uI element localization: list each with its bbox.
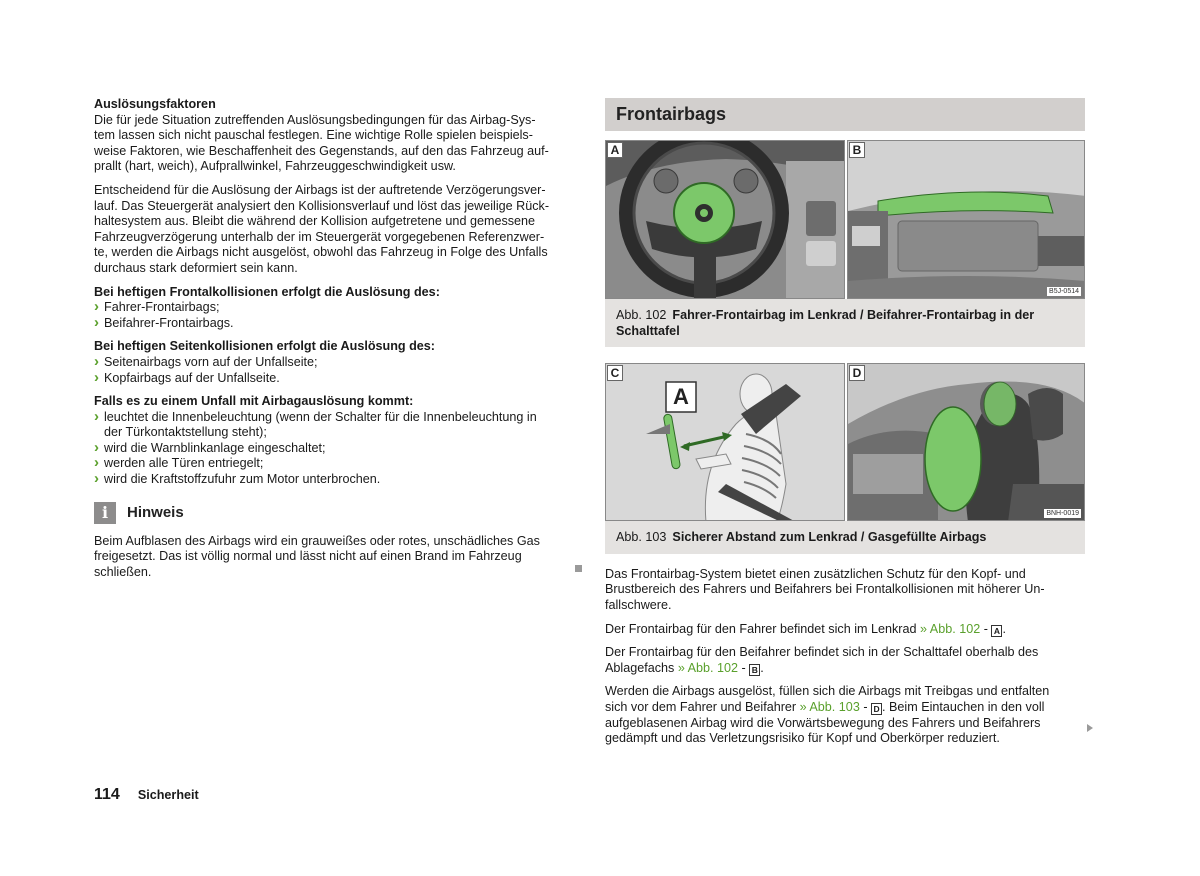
dashboard-illustration xyxy=(848,141,1085,299)
safe-distance-illustration xyxy=(606,364,845,521)
list-item: › Fahrer-Frontairbags; xyxy=(94,300,572,316)
accident-heading: Falls es zu einem Unfall mit Airbagauslösung kommt: xyxy=(94,394,414,409)
deceleration-paragraph xyxy=(94,183,572,277)
figure-number: Abb. 103 xyxy=(616,530,667,545)
text-line: Fahrzeugverzögerung unterhalb der im Steuergerät vorgegebenen Referenzwer- xyxy=(94,229,545,244)
hinweis-header xyxy=(94,502,572,524)
figure-103 xyxy=(605,363,1085,521)
figure-panel-c xyxy=(605,363,845,521)
text-line: Beim Aufblasen des Airbags wird ein grauweißes oder rotes, unschädliches Gas xyxy=(94,533,540,548)
text-line: Der Frontairbag für den Beifahrer befindet sich in der Schalttafel oberhalb des xyxy=(605,645,1039,660)
figure-102 xyxy=(605,140,1085,299)
paragraph-driver-airbag xyxy=(605,622,1085,638)
paragraph-passenger-airbag xyxy=(605,645,1085,676)
figure-102-link[interactable]: » Abb. 102 xyxy=(920,621,981,636)
list-item: › werden alle Türen entriegelt; xyxy=(94,456,572,472)
accident-list xyxy=(94,410,572,488)
hinweis-title: Hinweis xyxy=(127,503,184,521)
section-end-marker-icon xyxy=(575,565,582,572)
text-line: Werden die Airbags ausgelöst, füllen sich die Airbags mit Treibgas und entfalten xyxy=(605,684,1050,699)
text-span: - xyxy=(980,621,992,636)
trigger-factors-heading: Auslösungsfaktoren xyxy=(94,97,216,111)
text-span: . xyxy=(1002,621,1006,636)
text-line: durchaus stark deformiert sein kann. xyxy=(94,260,298,275)
key-a-icon: A xyxy=(991,625,1002,637)
figure-102-link[interactable]: » Abb. 102 xyxy=(677,660,739,675)
right-column xyxy=(605,98,1085,755)
key-b-icon: B xyxy=(749,664,760,676)
side-collision-section xyxy=(94,339,572,386)
text-line: prallt (hart, weich), Aufprallwinkel, Fahrzeuggeschwindigkeit usw. xyxy=(94,159,456,174)
figure-panel-d-label: D xyxy=(849,365,865,381)
figure-103-link[interactable]: » Abb. 103 xyxy=(799,699,860,714)
frontal-collision-list xyxy=(94,300,572,331)
figure-panel-a-label: A xyxy=(607,142,623,158)
figure-number: Abb. 102 xyxy=(616,308,667,322)
list-item: › Seitenairbags vorn auf der Unfallseite; xyxy=(94,355,572,371)
trigger-factors-section xyxy=(94,97,572,175)
page-number: 114 xyxy=(94,786,120,803)
text-line: te, werden die Airbags nicht ausgelöst, obwohl das Fahrzeug in Folge des Unfalls xyxy=(94,245,548,260)
figure-panel-a xyxy=(605,140,845,299)
text-span: - xyxy=(738,660,750,675)
body-text xyxy=(605,567,1085,747)
text-line: fallschwere. xyxy=(605,597,672,612)
caption-line xyxy=(616,308,1074,324)
text-line: freigesetzt. Das ist völlig normal und lässt nicht auf einen Brand im Fahrzeug xyxy=(94,549,522,564)
list-item: › Kopfairbags auf der Unfallseite. xyxy=(94,371,572,387)
frontal-collision-heading: Bei heftigen Frontalkollisionen erfolgt die Auslösung des: xyxy=(94,284,440,299)
inset-label: A xyxy=(673,384,689,410)
figure-panel-c-label: C xyxy=(607,365,623,381)
text-span: Der Frontairbag für den Fahrer befindet sich im Lenkrad xyxy=(605,621,920,636)
text-line: Brustbereich des Fahrers und Beifahrers bei Frontalkollisionen mit höherer Un- xyxy=(605,582,1045,597)
text-line: schließen. xyxy=(94,564,152,579)
side-collision-heading: Bei heftigen Seitenkollisionen erfolgt die Auslösung des: xyxy=(94,339,436,354)
left-column xyxy=(94,97,572,580)
figure-panel-b xyxy=(847,140,1085,299)
section-title: Frontairbags xyxy=(605,98,1085,131)
text-line: gedämpft und das Verletzungsrisiko für Kopf und Oberkörper reduziert. xyxy=(605,731,1000,746)
info-icon: i xyxy=(94,502,116,524)
figure-102-caption xyxy=(605,299,1085,347)
text-line: Das Frontairbag-System bietet einen zusätzlichen Schutz für den Kopf- und xyxy=(605,566,1026,581)
side-collision-list xyxy=(94,355,572,386)
accident-section xyxy=(94,394,572,488)
list-item: › wird die Warnblinkanlage eingeschaltet; xyxy=(94,441,572,457)
text-line: haltesystem aus. Bleibt die während der Kollision aufgetretene und gemessene xyxy=(94,214,536,229)
steering-wheel-illustration xyxy=(606,141,845,299)
paragraph-frontairbag-system xyxy=(605,567,1085,614)
text-line: lauf. Das Steuergerät analysiert den Kollisionsverlauf und löst das jeweilige Rück- xyxy=(94,198,550,213)
list-item xyxy=(94,410,572,441)
text-line: › leuchtet die Innenbeleuchtung (wenn der Schalter für die Innenbeleuchtung in xyxy=(104,409,537,424)
text-line: Die für jede Situation zutreffenden Auslösungsbedingungen für das Airbag-Sys- xyxy=(94,112,536,127)
text-span: . Beim Eintauchen in den voll xyxy=(882,699,1045,714)
text-line xyxy=(605,661,1085,677)
text-span: Ablagefachs xyxy=(605,660,678,675)
footer-section-name: Sicherheit xyxy=(137,788,199,802)
continue-arrow-icon xyxy=(1087,724,1093,732)
list-item: › wird die Kraftstoffzufuhr zum Motor unterbrochen. xyxy=(94,472,572,488)
figure-title: Fahrer-Frontairbag im Lenkrad / Beifahrer-Frontairbag in der xyxy=(672,308,1035,322)
page-footer xyxy=(94,787,199,804)
figure-title: Schalttafel xyxy=(616,323,680,338)
hinweis-text xyxy=(94,534,572,581)
text-line: Entscheidend für die Auslösung der Airbags ist der auftretende Verzögerungsver- xyxy=(94,182,546,197)
paragraph-airbag-inflation xyxy=(605,684,1085,746)
figure-103-caption xyxy=(605,521,1085,554)
key-d-icon: D xyxy=(871,703,882,715)
figure-code: BNH-0019 xyxy=(1046,510,1079,518)
figure-panel-b-label: B xyxy=(849,142,865,158)
text-line: tem lassen sich nicht pauschal festlegen. Eine wichtige Rolle spielen beispiels- xyxy=(94,128,533,143)
inflated-airbags-illustration xyxy=(848,364,1085,521)
text-span: . xyxy=(760,660,764,675)
list-item: › Beifahrer-Frontairbags. xyxy=(94,316,572,332)
figure-panel-d xyxy=(847,363,1085,521)
text-line: weise Faktoren, wie Beschaffenheit des Gegenstands, auf den das Fahrzeug auf- xyxy=(94,143,549,158)
text-line: aufgeblasenen Airbag wird die Vorwärtsbewegung des Fahrers und Beifahrers xyxy=(605,715,1041,730)
text-line: der Türkontaktstellung steht); xyxy=(104,425,267,440)
text-span: sich vor dem Fahrer und Beifahrer xyxy=(605,699,800,714)
frontal-collision-section xyxy=(94,285,572,332)
text-span: - xyxy=(859,699,872,714)
figure-title: Sicherer Abstand zum Lenkrad / Gasgefüllte Airbags xyxy=(672,530,987,545)
text-line xyxy=(605,700,1085,716)
figure-code: B5J-0514 xyxy=(1049,288,1079,295)
